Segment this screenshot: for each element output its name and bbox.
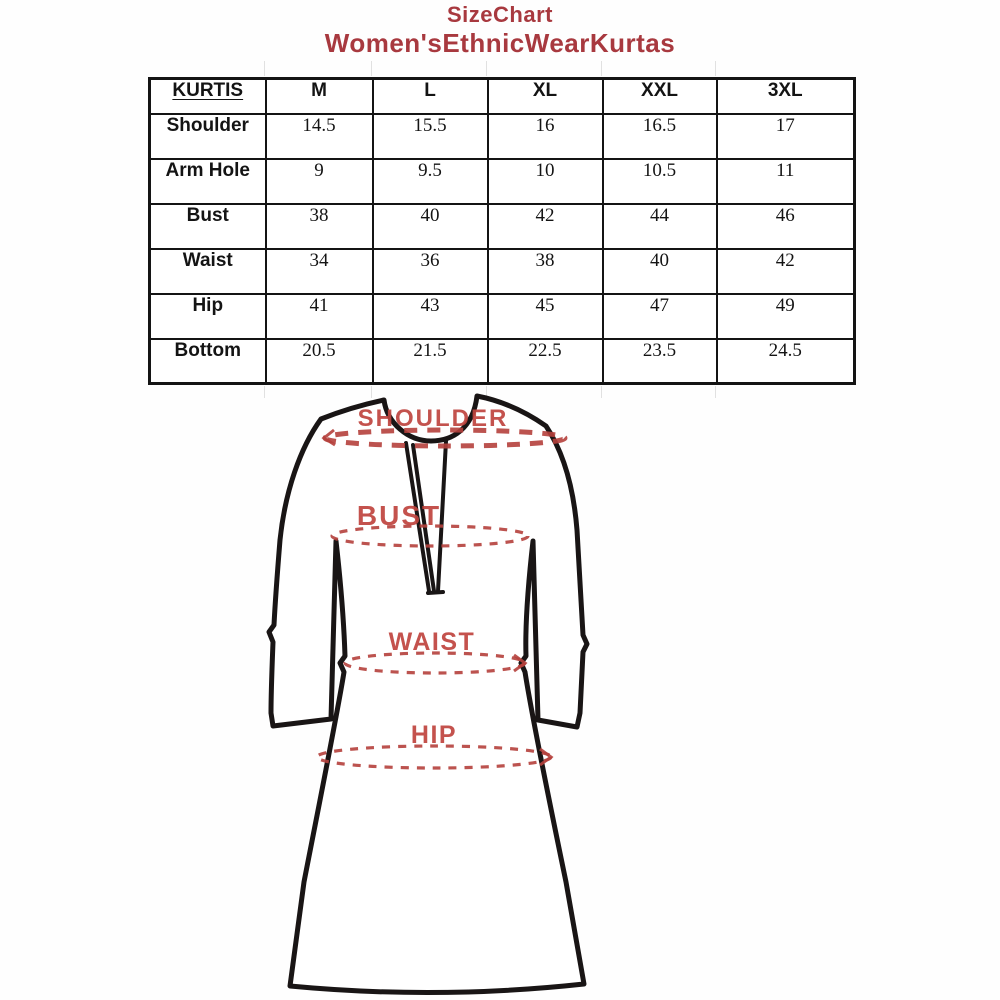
table-row-bottom <box>150 339 855 384</box>
row-label: Hip <box>150 294 266 339</box>
scan-artifact <box>715 61 716 76</box>
column-header-3xl: 3XL <box>717 79 855 114</box>
hip-label: HIP <box>410 721 458 749</box>
kurta-diagram <box>230 385 610 1000</box>
size-value-cell: 16.5 <box>603 114 717 159</box>
scan-artifact <box>715 386 716 398</box>
size-value-cell: 9 <box>266 159 373 204</box>
size-value-cell: 40 <box>373 204 488 249</box>
size-value-cell: 23.5 <box>603 339 717 384</box>
size-value-cell: 36 <box>373 249 488 294</box>
size-value-cell: 41 <box>266 294 373 339</box>
row-label: Shoulder <box>150 114 266 159</box>
size-value-cell: 45 <box>488 294 603 339</box>
row-label: Arm Hole <box>150 159 266 204</box>
size-value-cell: 46 <box>717 204 855 249</box>
size-value-cell: 43 <box>373 294 488 339</box>
kurta-outline <box>269 396 587 993</box>
row-label: Bust <box>150 204 266 249</box>
size-value-cell: 42 <box>717 249 855 294</box>
shoulder-label: SHOULDER <box>357 405 509 432</box>
size-value-cell: 17 <box>717 114 855 159</box>
size-table <box>148 77 856 385</box>
size-value-cell: 16 <box>488 114 603 159</box>
size-value-cell: 42 <box>488 204 603 249</box>
size-value-cell: 47 <box>603 294 717 339</box>
size-value-cell: 38 <box>266 204 373 249</box>
size-value-cell: 14.5 <box>266 114 373 159</box>
row-label: Bottom <box>150 339 266 384</box>
size-value-cell: 9.5 <box>373 159 488 204</box>
page-subtitle: Women'sEthnicWearKurtas <box>324 28 676 58</box>
title-block <box>0 2 1000 58</box>
size-value-cell: 15.5 <box>373 114 488 159</box>
size-value-cell: 11 <box>717 159 855 204</box>
scan-artifact <box>601 61 602 76</box>
scan-artifact <box>264 61 265 76</box>
column-header-xxl: XXL <box>603 79 717 114</box>
table-row-shoulder <box>150 114 855 159</box>
size-value-cell: 22.5 <box>488 339 603 384</box>
size-value-cell: 10.5 <box>603 159 717 204</box>
table-header-row <box>150 79 855 114</box>
table-row-waist <box>150 249 855 294</box>
table-corner-header: KURTIS <box>150 79 266 114</box>
size-value-cell: 44 <box>603 204 717 249</box>
table-row-arm-hole <box>150 159 855 204</box>
row-label: Waist <box>150 249 266 294</box>
size-value-cell: 34 <box>266 249 373 294</box>
page-title: SizeChart <box>447 2 553 27</box>
column-header-m: M <box>266 79 373 114</box>
size-value-cell: 49 <box>717 294 855 339</box>
column-header-l: L <box>373 79 488 114</box>
size-value-cell: 24.5 <box>717 339 855 384</box>
scan-artifact <box>371 61 372 76</box>
table-row-bust <box>150 204 855 249</box>
size-value-cell: 10 <box>488 159 603 204</box>
table-row-hip <box>150 294 855 339</box>
scan-artifact <box>486 61 487 76</box>
size-value-cell: 21.5 <box>373 339 488 384</box>
size-value-cell: 38 <box>488 249 603 294</box>
bust-label: BUST <box>356 500 442 531</box>
size-value-cell: 20.5 <box>266 339 373 384</box>
column-header-xl: XL <box>488 79 603 114</box>
size-value-cell: 40 <box>603 249 717 294</box>
waist-label: WAIST <box>388 628 476 656</box>
